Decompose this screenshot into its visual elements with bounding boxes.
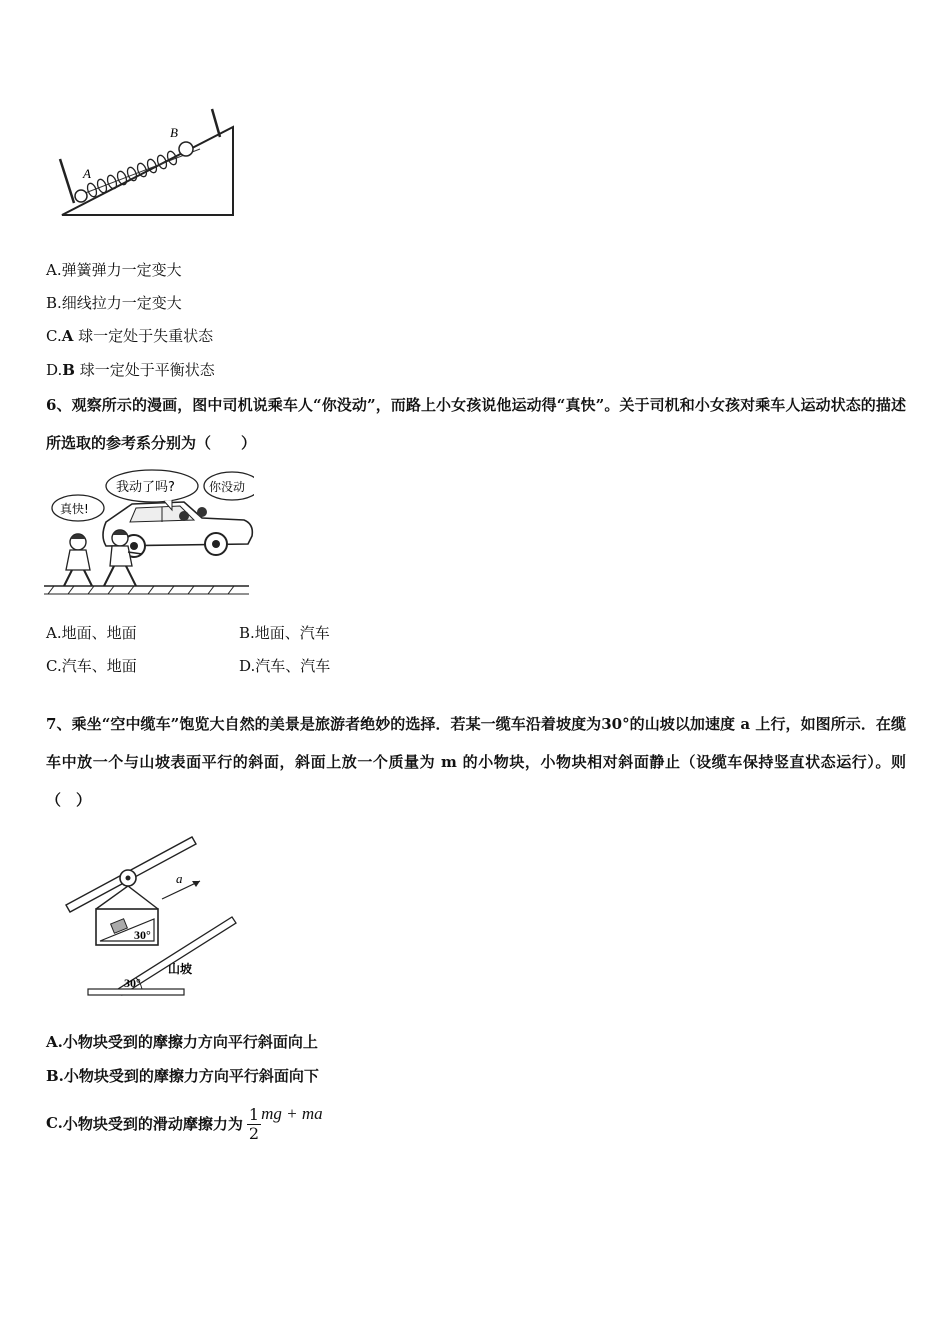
ground-angle: 30° xyxy=(124,976,141,990)
q6-option-a[interactable]: A.地面、地面 xyxy=(46,624,137,642)
slope-label: 山坡 xyxy=(168,962,193,976)
q5-option-d[interactable]: D.B 球一定处于平衡状态 xyxy=(46,361,215,379)
bubble-driver: 你没动 xyxy=(209,480,246,494)
inner-angle: 30° xyxy=(134,928,151,942)
q7-option-b[interactable]: B.小物块受到的摩擦力方向平行斜面向下 xyxy=(46,1067,319,1085)
q5-option-a[interactable]: A.弹簧弹力一定变大 xyxy=(46,261,182,279)
cartoon-figure xyxy=(44,462,254,602)
accel-label: a xyxy=(176,871,183,886)
q6-option-c[interactable]: C.汽车、地面 xyxy=(46,657,137,675)
fraction-half: $\frac{1}{2}$ xyxy=(248,1104,260,1143)
spring-incline-figure xyxy=(40,105,240,225)
formula-tail: mg + ma xyxy=(261,1104,323,1123)
cable-car-figure xyxy=(60,835,260,1005)
q7-option-a[interactable]: A.小物块受到的摩擦力方向平行斜面向上 xyxy=(46,1033,318,1051)
q7-option-c[interactable]: C.小物块受到的滑动摩擦力为 $\frac{1}{2}$ mg + ma xyxy=(46,1104,323,1143)
q6-stem: 6、观察所示的漫画，图中司机说乘车人“你没动”，而路上小女孩说他运动得“真快”。关于司机和小女孩对乘车人运动状态的描述所选取的参考系分别为（ ） xyxy=(46,396,906,452)
bubble-girl: 真快! xyxy=(60,502,89,516)
q5-option-c[interactable]: C.A 球一定处于失重状态 xyxy=(46,327,214,345)
q7-stem: 7、乘坐“空中缆车”饱览大自然的美景是旅游者绝妙的选择．若某一缆车沿着坡度为30°的山坡以加速度 a 上行，如图所示．在缆车中放一个与山坡表面平行的斜面，斜面上放一个质量为 m 的小物块，小物块相对斜面静止（设缆车保持竖直状态运行）。则（ ） xyxy=(46,715,906,809)
q6-option-d[interactable]: D.汽车、汽车 xyxy=(239,657,331,675)
q6-option-b[interactable]: B.地面、汽车 xyxy=(239,624,330,642)
label-a: A xyxy=(83,166,91,181)
label-b: B xyxy=(170,125,178,140)
q5-option-b[interactable]: B.细线拉力一定变大 xyxy=(46,294,182,312)
bubble-passenger: 我动了吗? xyxy=(116,480,175,495)
